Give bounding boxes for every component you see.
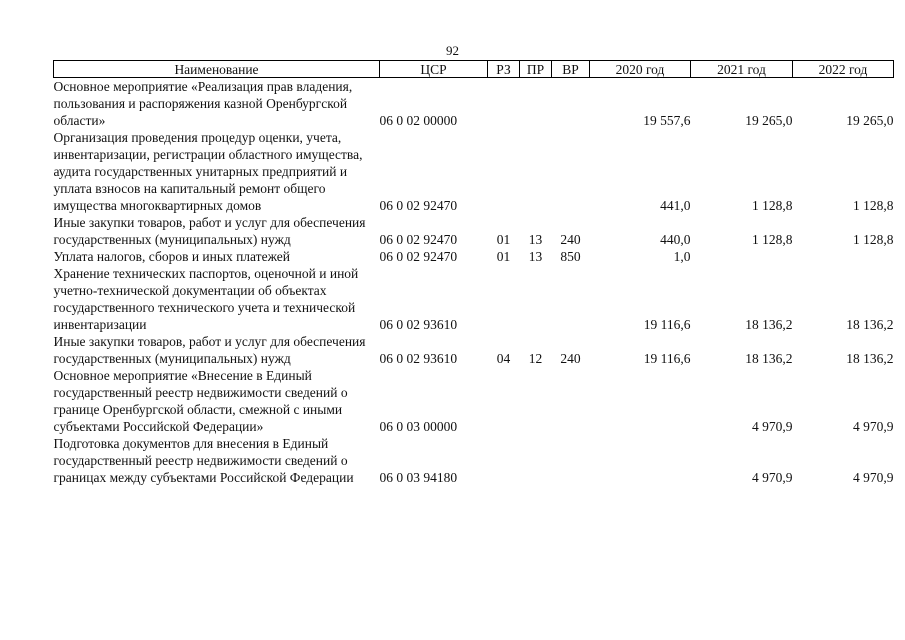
column-header-2020: 2020 год (590, 61, 691, 78)
column-header-csr: ЦСР (380, 61, 488, 78)
row-csr: 06 0 02 00000 (379, 113, 458, 128)
column-header-2022: 2022 год (793, 61, 894, 78)
budget-table (53, 60, 894, 486)
row-csr: 06 0 03 94180 (379, 470, 458, 485)
row-csr: 06 0 02 93610 (379, 351, 458, 366)
row-vr: 850 (560, 249, 581, 264)
row-csr: 06 0 02 93610 (379, 317, 458, 332)
row-vr (552, 265, 590, 333)
row-2021 (691, 248, 793, 265)
table-row (54, 333, 894, 367)
row-rz (488, 265, 520, 333)
row-name: Основное мероприятие «Внесение в Единый государственный реестр недвижимости сведений о границе Оренбургской области, смежной с иными субъектами Российской Федерации» (53, 368, 348, 434)
row-vr (552, 367, 590, 435)
row-2021: 1 128,8 (752, 232, 793, 247)
row-rz (488, 129, 520, 214)
table-row (54, 367, 894, 435)
column-header-rz: РЗ (488, 61, 520, 78)
row-rz: 01 (496, 232, 511, 247)
row-2022: 1 128,8 (853, 232, 894, 247)
column-header-2021: 2021 год (691, 61, 793, 78)
column-header-name: Наименование (54, 61, 380, 78)
row-2021: 4 970,9 (752, 470, 793, 485)
row-2021: 1 128,8 (752, 198, 793, 213)
row-csr: 06 0 03 00000 (379, 419, 458, 434)
table-row (54, 265, 894, 333)
row-pr: 12 (528, 351, 543, 366)
row-rz (488, 367, 520, 435)
row-pr (520, 435, 552, 486)
row-2020: 19 116,6 (643, 351, 691, 366)
row-2021: 18 136,2 (745, 317, 793, 332)
table-row (54, 214, 894, 248)
row-2022: 1 128,8 (853, 198, 894, 213)
row-pr (520, 265, 552, 333)
row-name: Основное мероприятие «Реализация прав владения, пользования и распоряжения казной Оренбургской области» (53, 79, 353, 128)
row-2022: 19 265,0 (846, 113, 894, 128)
row-rz (488, 435, 520, 486)
table-header (54, 61, 894, 78)
row-2020: 440,0 (660, 232, 691, 247)
row-2020: 19 116,6 (643, 317, 691, 332)
row-vr (552, 78, 590, 130)
row-pr: 13 (528, 232, 543, 247)
row-csr: 06 0 02 92470 (379, 232, 458, 247)
row-rz (488, 78, 520, 130)
row-pr (520, 129, 552, 214)
table-row (54, 435, 894, 486)
row-2020: 19 557,6 (643, 113, 691, 128)
column-header-pr: ПР (520, 61, 552, 78)
row-2021: 19 265,0 (745, 113, 793, 128)
row-2021: 18 136,2 (745, 351, 793, 366)
row-name: Иные закупки товаров, работ и услуг для обеспечения государственных (муниципальных) нужд (53, 215, 366, 247)
row-2022 (793, 248, 894, 265)
page-number: 92 (446, 43, 459, 58)
column-header-vr: ВР (552, 61, 590, 78)
row-pr (520, 78, 552, 130)
table-row (54, 78, 894, 130)
row-rz: 01 (496, 249, 511, 264)
row-rz: 04 (496, 351, 511, 366)
row-name: Уплата налогов, сборов и иных платежей (53, 249, 290, 264)
row-2020 (590, 435, 691, 486)
row-csr: 06 0 02 92470 (379, 198, 458, 213)
row-name: Подготовка документов для внесения в Единый государственный реестр недвижимости сведений о границах между субъектами Российской Федерации (53, 436, 354, 485)
row-2020 (590, 367, 691, 435)
row-vr: 240 (560, 351, 581, 366)
row-2022: 4 970,9 (853, 419, 894, 434)
row-name: Хранение технических паспортов, оценочной и иной учетно-технической документации об объектах государственного технического учета и технической инвентаризации (53, 266, 359, 332)
row-csr: 06 0 02 92470 (379, 249, 458, 264)
row-vr (552, 435, 590, 486)
row-vr: 240 (560, 232, 581, 247)
table-row (54, 248, 894, 265)
table-row (54, 129, 894, 214)
row-name: Иные закупки товаров, работ и услуг для обеспечения государственных (муниципальных) нужд (53, 334, 366, 366)
row-2021: 4 970,9 (752, 419, 793, 434)
row-2020: 441,0 (660, 198, 691, 213)
row-2020: 1,0 (673, 249, 691, 264)
row-pr: 13 (528, 249, 543, 264)
row-name: Организация проведения процедур оценки, учета, инвентаризации, регистрации областного имущества, аудита государственных унитарных предприятий и уплата взносов на капитальный ремонт общего имущества многоквартирных домов (53, 130, 363, 213)
row-2022: 4 970,9 (853, 470, 894, 485)
row-vr (552, 129, 590, 214)
row-pr (520, 367, 552, 435)
row-2022: 18 136,2 (846, 351, 894, 366)
row-2022: 18 136,2 (846, 317, 894, 332)
